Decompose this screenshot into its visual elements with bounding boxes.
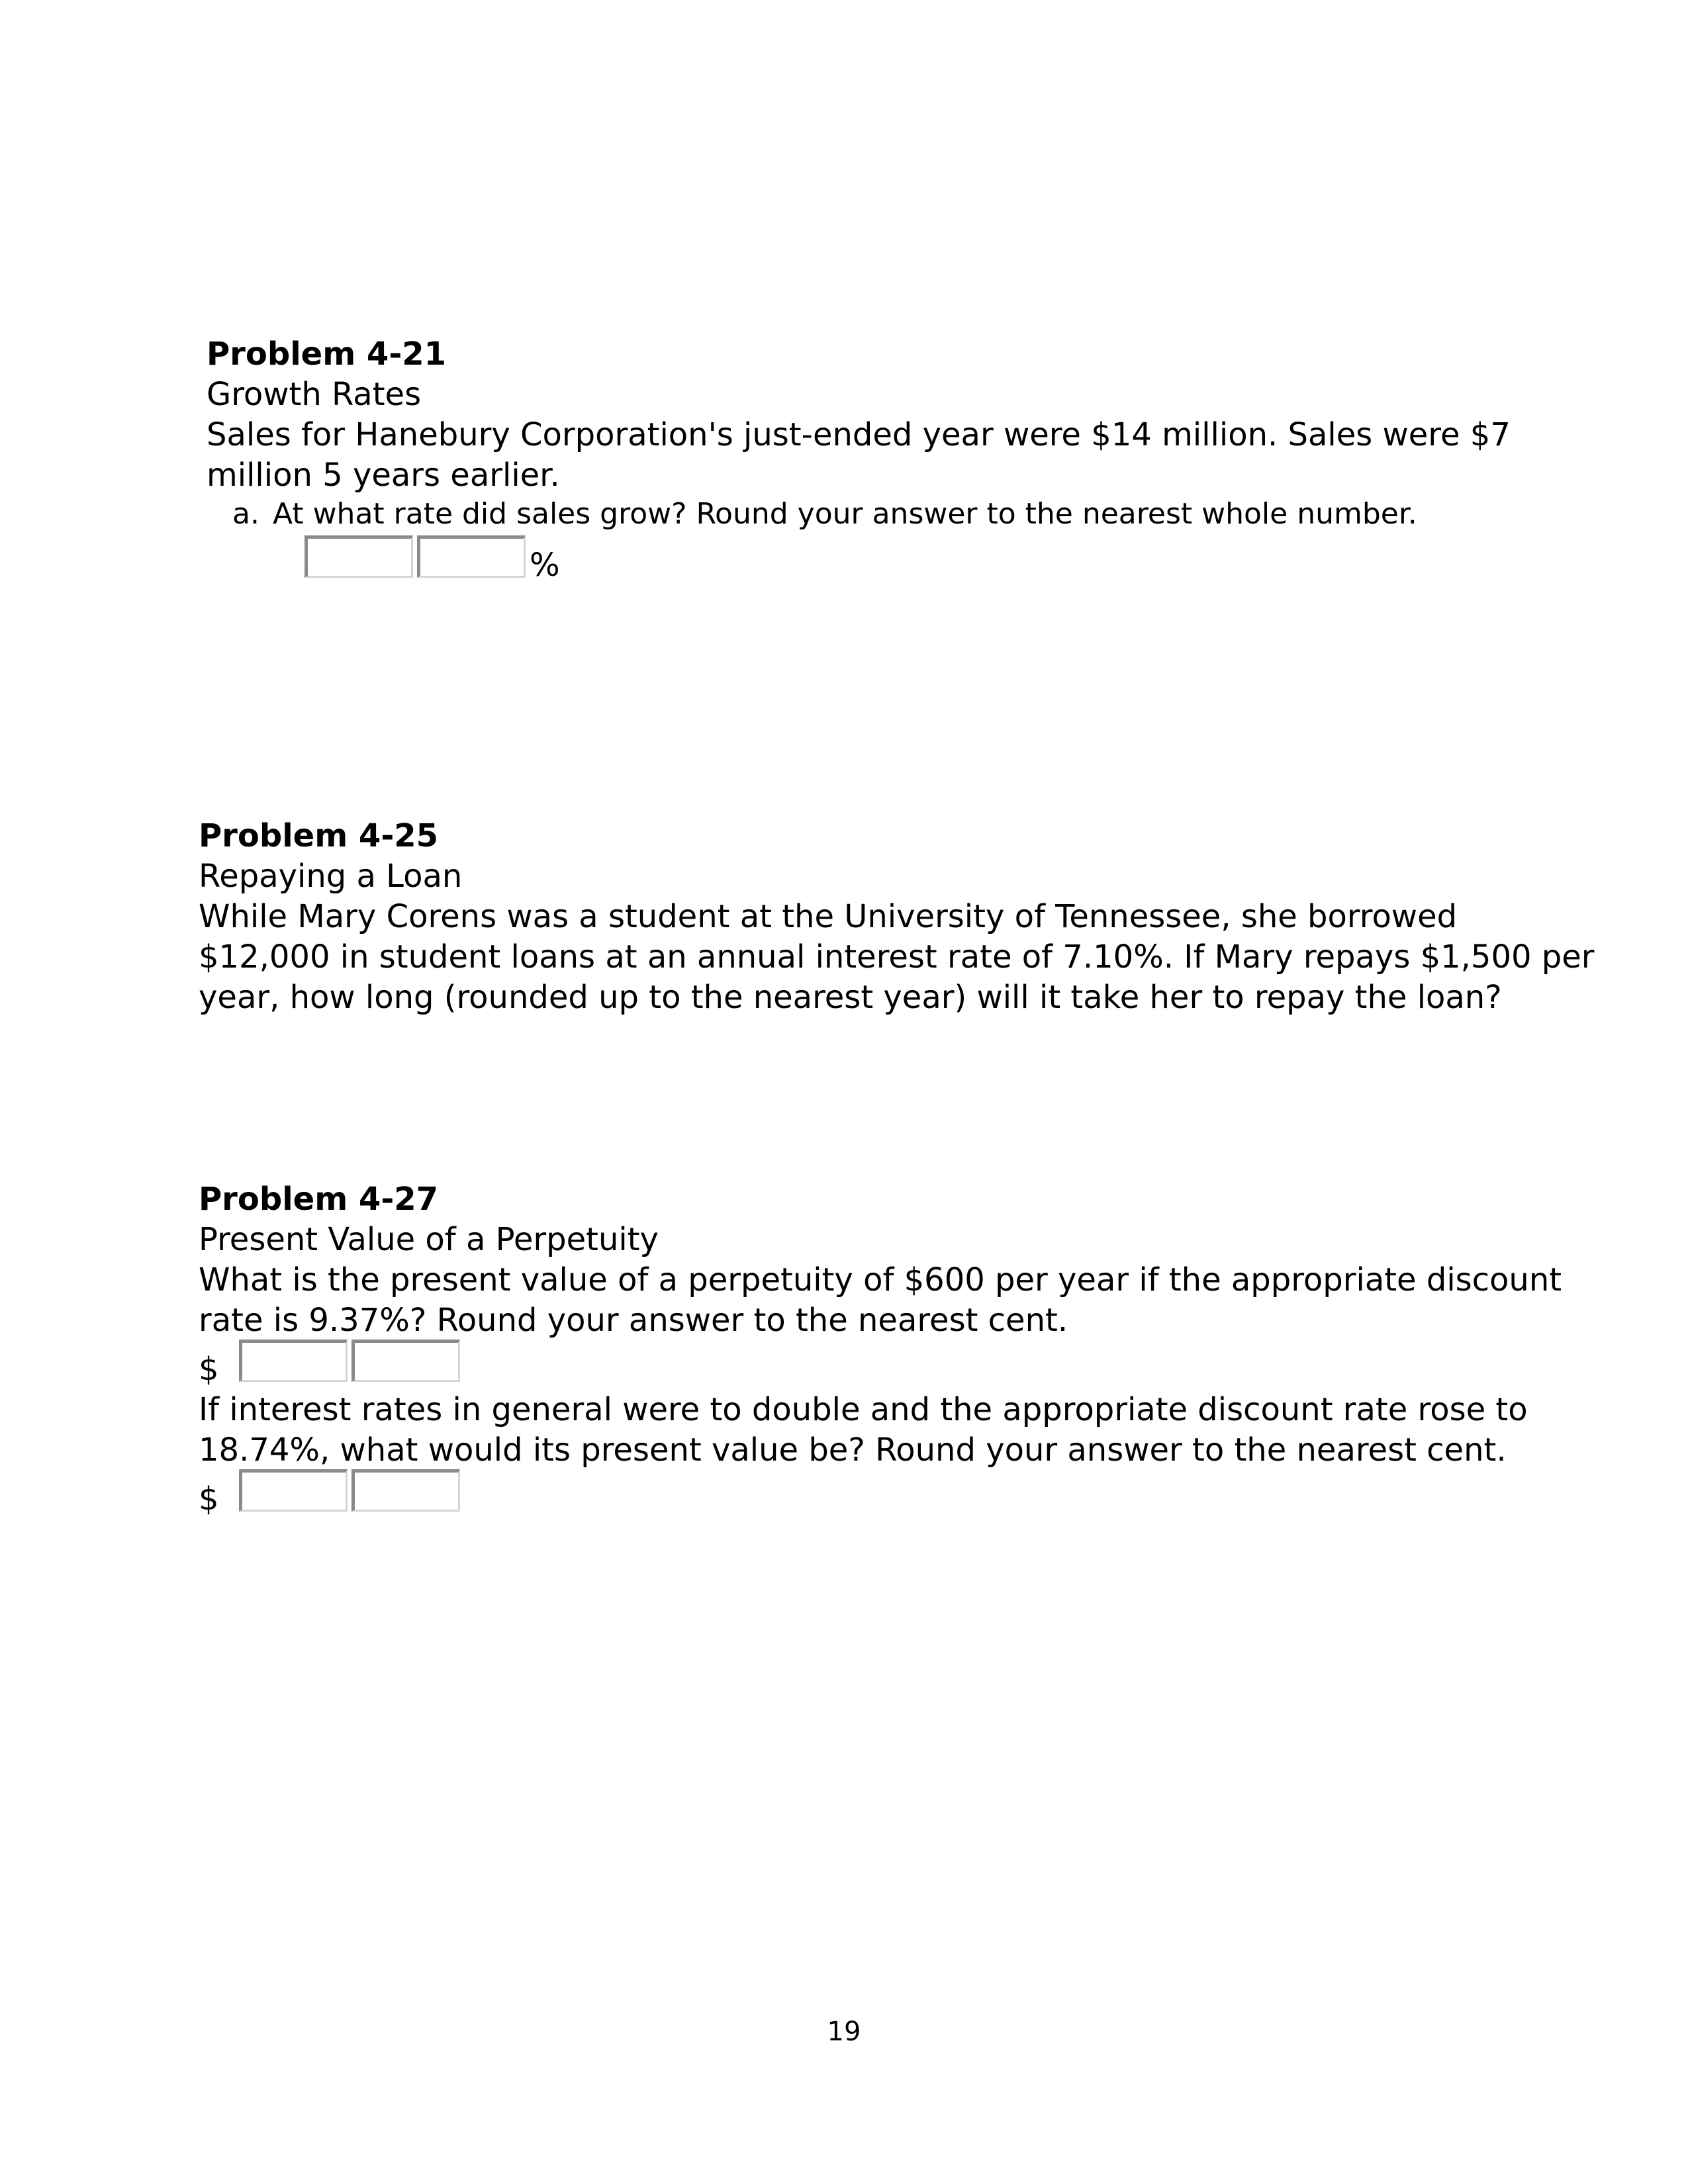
growth-rate-input-right[interactable] <box>417 535 526 578</box>
doubled-rate-answer-row <box>199 1465 1562 1520</box>
problem-title: Problem 4-25 <box>199 817 439 854</box>
problem-text-line: If interest rates in general were to double and the appropriate discount rate rose to <box>199 1391 1528 1428</box>
sub-question-a <box>207 496 1511 533</box>
problem-text-line: While Mary Corens was a student at the University of Tennessee, she borrowed <box>199 898 1458 935</box>
problem-text-line: year, how long (rounded up to the nearest year) will it take her to repay the loan? <box>199 979 1502 1016</box>
present-value-input-left[interactable] <box>239 1340 348 1382</box>
percent-unit: % <box>530 547 560 584</box>
problem-text-line: rate is 9.37%? Round your answer to the nearest cent. <box>199 1302 1068 1339</box>
dollar-prefix: $ <box>199 1351 219 1388</box>
problem-subtitle: Present Value of a Perpetuity <box>199 1221 659 1258</box>
problem-4-27 <box>199 1179 1562 1520</box>
problem-text-line: 18.74%, what would its present value be? Round your answer to the nearest cent. <box>199 1432 1507 1469</box>
problem-text-line: What is the present value of a perpetuity of $600 per year if the appropriate discount <box>199 1261 1562 1298</box>
problem-text-line: $12,000 in student loans at an annual interest rate of 7.10%. If Mary repays $1,500 per <box>199 938 1595 976</box>
present-value-input-right[interactable] <box>352 1340 460 1382</box>
problem-text-line: Sales for Hanebury Corporation's just-ended year were $14 million. Sales were $7 <box>207 416 1511 453</box>
problem-subtitle: Growth Rates <box>207 376 422 413</box>
dollar-prefix: $ <box>199 1480 219 1518</box>
sub-question-letter: a. <box>232 497 259 531</box>
problem-title: Problem 4-27 <box>199 1181 439 1218</box>
problem-text-line: million 5 years earlier. <box>207 457 560 494</box>
doubled-rate-input-left[interactable] <box>239 1469 348 1512</box>
problem-4-21 <box>207 334 1511 586</box>
problem-4-25 <box>199 816 1595 1018</box>
problem-subtitle: Repaying a Loan <box>199 858 463 895</box>
present-value-answer-row <box>199 1336 1562 1390</box>
growth-rate-input-left[interactable] <box>305 535 413 578</box>
growth-rate-answer-row <box>305 531 1511 586</box>
doubled-rate-input-right[interactable] <box>352 1469 460 1512</box>
problem-title: Problem 4-21 <box>207 336 447 373</box>
sub-question-text: At what rate did sales grow? Round your answer to the nearest whole number. <box>273 497 1417 531</box>
page-number: 19 <box>827 2017 861 2047</box>
